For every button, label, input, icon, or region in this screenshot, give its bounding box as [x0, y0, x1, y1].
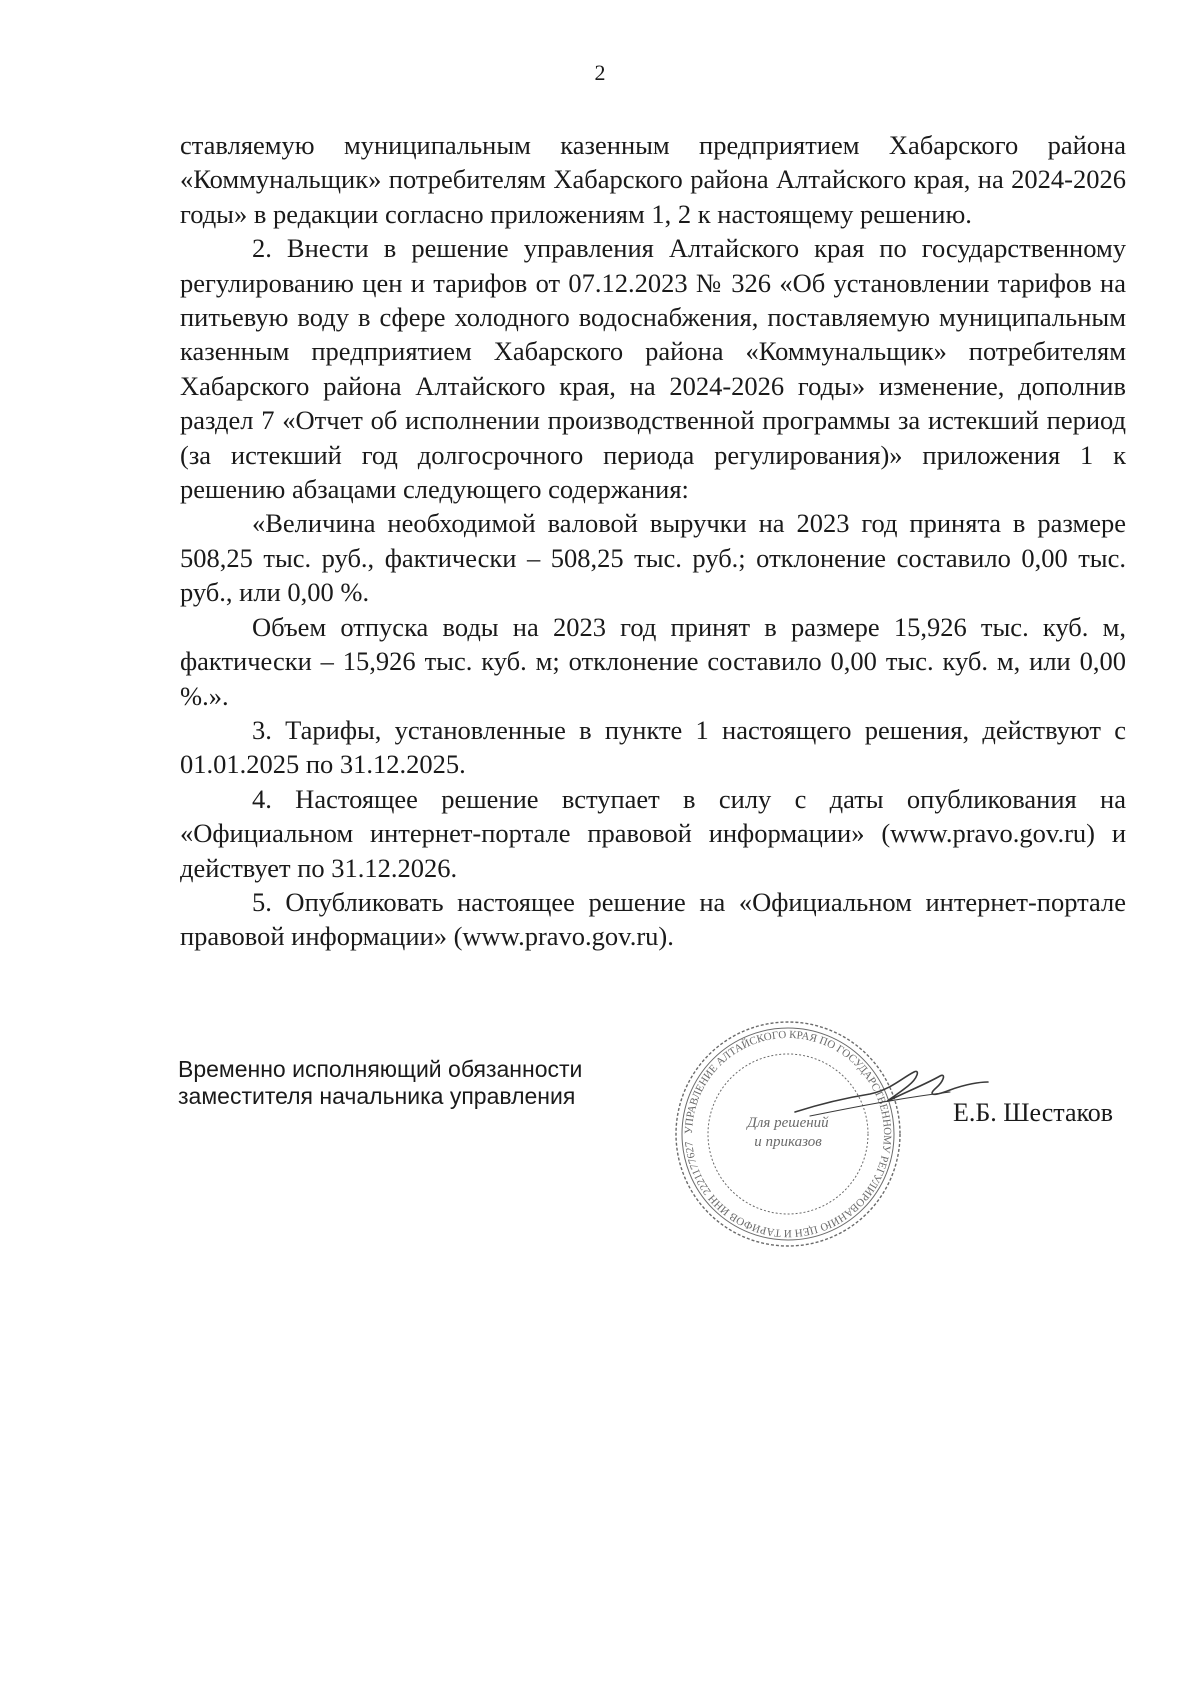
seal-inner-line-1: Для решений — [747, 1115, 829, 1131]
seal-outer-text: УПРАВЛЕНИЕ АЛТАЙСКОГО КРАЯ ПО ГОСУДАРСТВЕННОМУ РЕГУЛИРОВАНИЮ ЦЕН И ТАРИФОВ ИНН 2221177627 — [682, 1028, 894, 1240]
seal-inner-line-2: и приказов — [754, 1134, 822, 1150]
signature-block — [0, 1028, 1200, 1240]
official-seal — [668, 1014, 908, 1254]
signatory-position — [178, 1056, 658, 1110]
signatory-position-line-1: Временно исполняющий обязанности — [178, 1056, 583, 1082]
paragraph-continuation: ставляемую муниципальным казенным предприятием Хабарского района «Коммунальщик» потребителям Хабарского района Алтайского края, на 2024-2026 годы» в редакции согласно приложениям 1, 2 к настоящему решению. — [180, 130, 1126, 229]
paragraph-water-volume: Объем отпуска воды на 2023 год принят в размере 15,926 тыс. куб. м, фактически – 15,926 тыс. куб. м; отклонение составило 0,00 тыс. куб. м, или 0,00 %.». — [180, 611, 1126, 711]
paragraph-revenue: «Величина необходимой валовой выручки на 2023 год принята в размере 508,25 тыс. руб., фактически – 508,25 тыс. руб.; отклонение составило 0,00 тыс. руб., или 0,00 %. — [180, 508, 1126, 608]
signatory-name: Е.Б. Шестаков — [953, 1098, 1114, 1127]
paragraph-item-2: 2. Внести в решение управления Алтайского края по государственному регулированию цен и тарифов от 07.12.2023 № 326 «Об установлении тарифов на питьевую воду в сфере холодного водоснабжения, поставляемую муниципальным казенным предприятием Хабарского района «Коммунальщик» потребителям Хабарского района Алтайского края, на 2024-2026 годы» изменение, дополнив раздел 7 «Отчет об исполнении производственной программы за истекший период (за истекший год долгосрочного периода регулирования)» приложения 1 к решению абзацами следующего содержания: — [180, 233, 1126, 505]
paragraph-item-3: 3. Тарифы, установленные в пункте 1 настоящего решения, действуют с 01.01.2025 по 31.12.2025. — [180, 714, 1126, 780]
document-body — [180, 128, 1126, 954]
paragraph-item-4: 4. Настоящее решение вступает в силу с даты опубликования на «Официальном интернет-портале правовой информации» (www.pravo.gov.ru) и действует по 31.12.2026. — [180, 783, 1126, 883]
paragraph-item-5: 5. Опубликовать настоящее решение на «Официальном интернет-портале правовой информации» (www.pravo.gov.ru). — [180, 886, 1126, 952]
page-number: 2 — [594, 60, 606, 85]
signatory-position-line-2: заместителя начальника управления — [178, 1083, 576, 1109]
